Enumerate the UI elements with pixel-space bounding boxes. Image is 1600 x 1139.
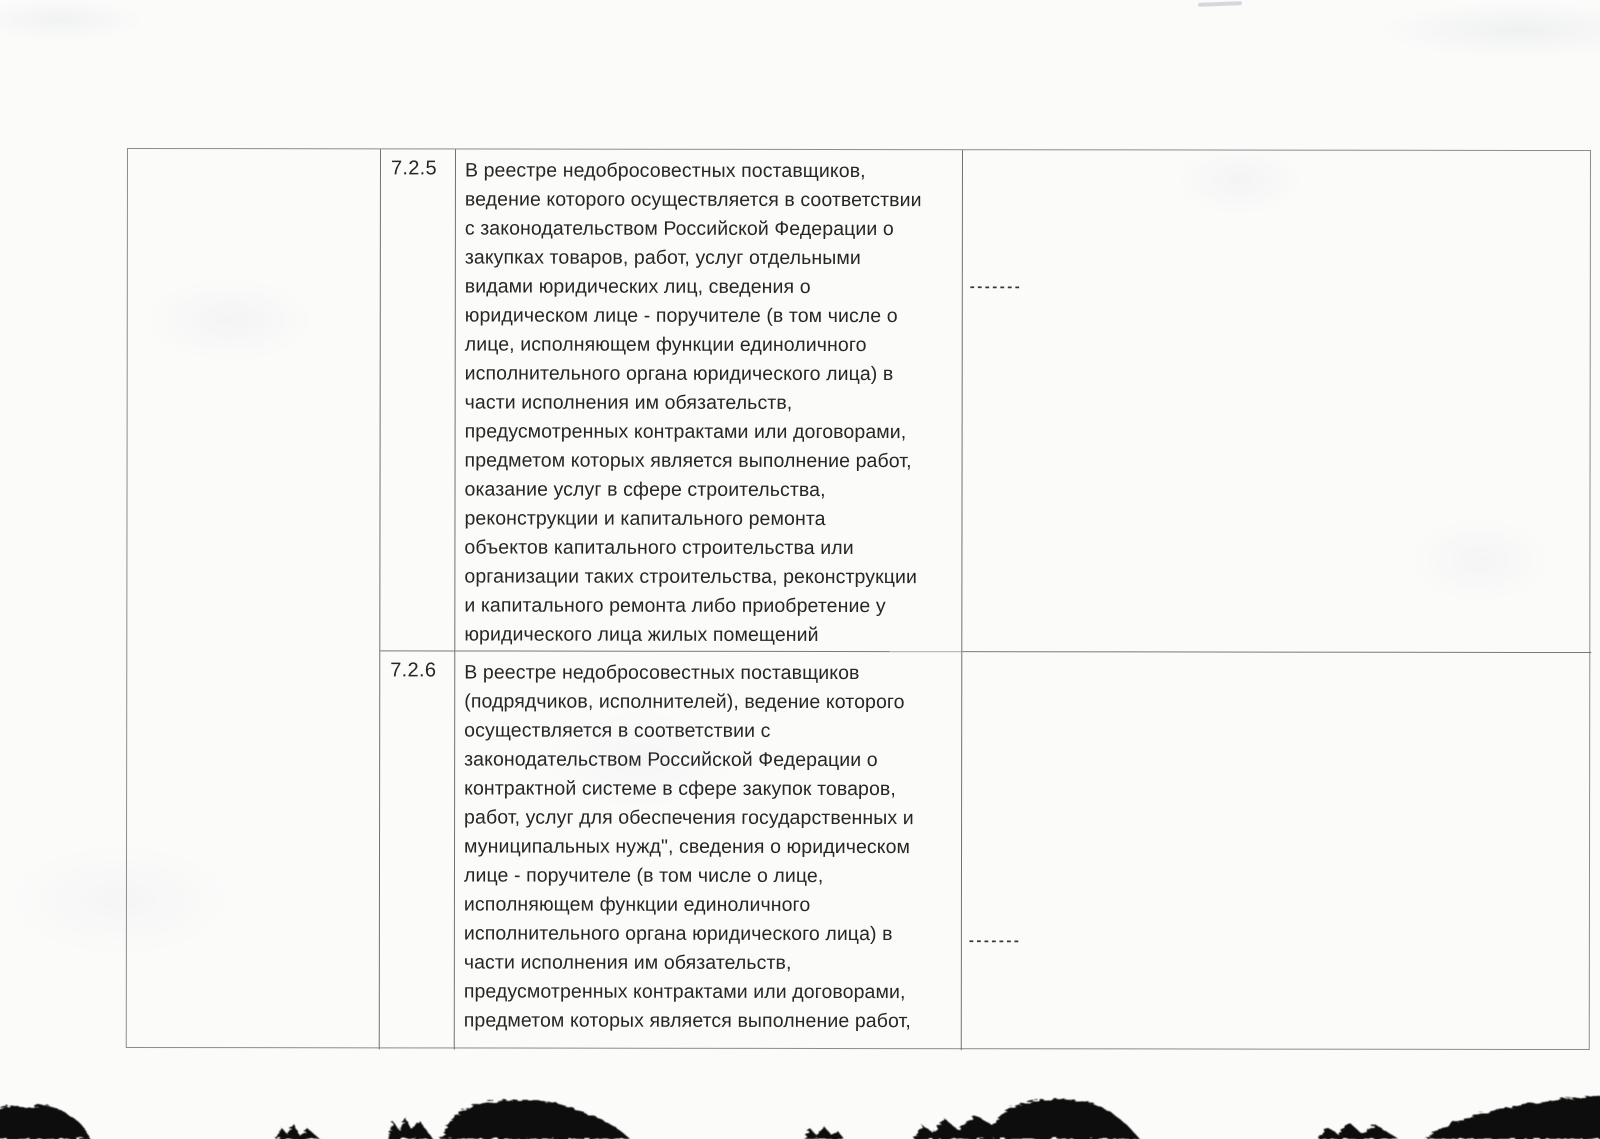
requirement-text-7-2-6: В реестре недобросовестных поставщиков (подрядчиков, исполнителей), ведение которого осуществляется в соответствии с законодательством Российской Федерации о контрактной системе в сфере закупок товаров, работ, услуг для обеспечения государственных и муниципальных нужд", сведения о юридическом лице - поручителе (в том числе о лице, исполняющем функции единоличного исполнительного органа юридического лица) в части исполнения им обязательств, предусмотренных контрактами или договорами, предметом которых является выполнение работ, bbox=[455, 651, 963, 1050]
value-dashes-7-2-6: ------- bbox=[968, 932, 1022, 950]
requirement-text-7-2-5: В реестре недобросовестных поставщиков, ведение которого осуществляется в соответствии с законодательством Российской Федерации о закупках товаров, работ, услуг отдельными видами юридических лиц, сведения о юридическом лице - поручителе (в том числе о лице, исполняющем функции единоличного исполнительного органа юридического лица) в части исполнения им обязательств, предусмотренных контрактами или договорами, предметом которых является выполнение работ, оказание услуг в сфере строительства, реконструкции и капитального ремонта объектов капитального строительства или организации таких строительства, реконструкции и капитального ремонта либо приобретение у юридического лица жилых помещений bbox=[455, 149, 963, 652]
empty-left-column-cell bbox=[127, 149, 381, 1049]
document-table bbox=[126, 148, 1591, 1050]
scan-artifacts-bottom bbox=[0, 1094, 1600, 1139]
row-number-7-2-6: 7.2.6 bbox=[380, 651, 456, 1049]
value-cell-7-2-5 bbox=[962, 150, 1592, 653]
value-cell-7-2-6 bbox=[962, 652, 1592, 1051]
value-dashes-7-2-5: ------- bbox=[969, 278, 1023, 296]
row-number-7-2-5: 7.2.5 bbox=[380, 149, 456, 651]
scan-artifact-top-dash bbox=[1198, 1, 1242, 7]
